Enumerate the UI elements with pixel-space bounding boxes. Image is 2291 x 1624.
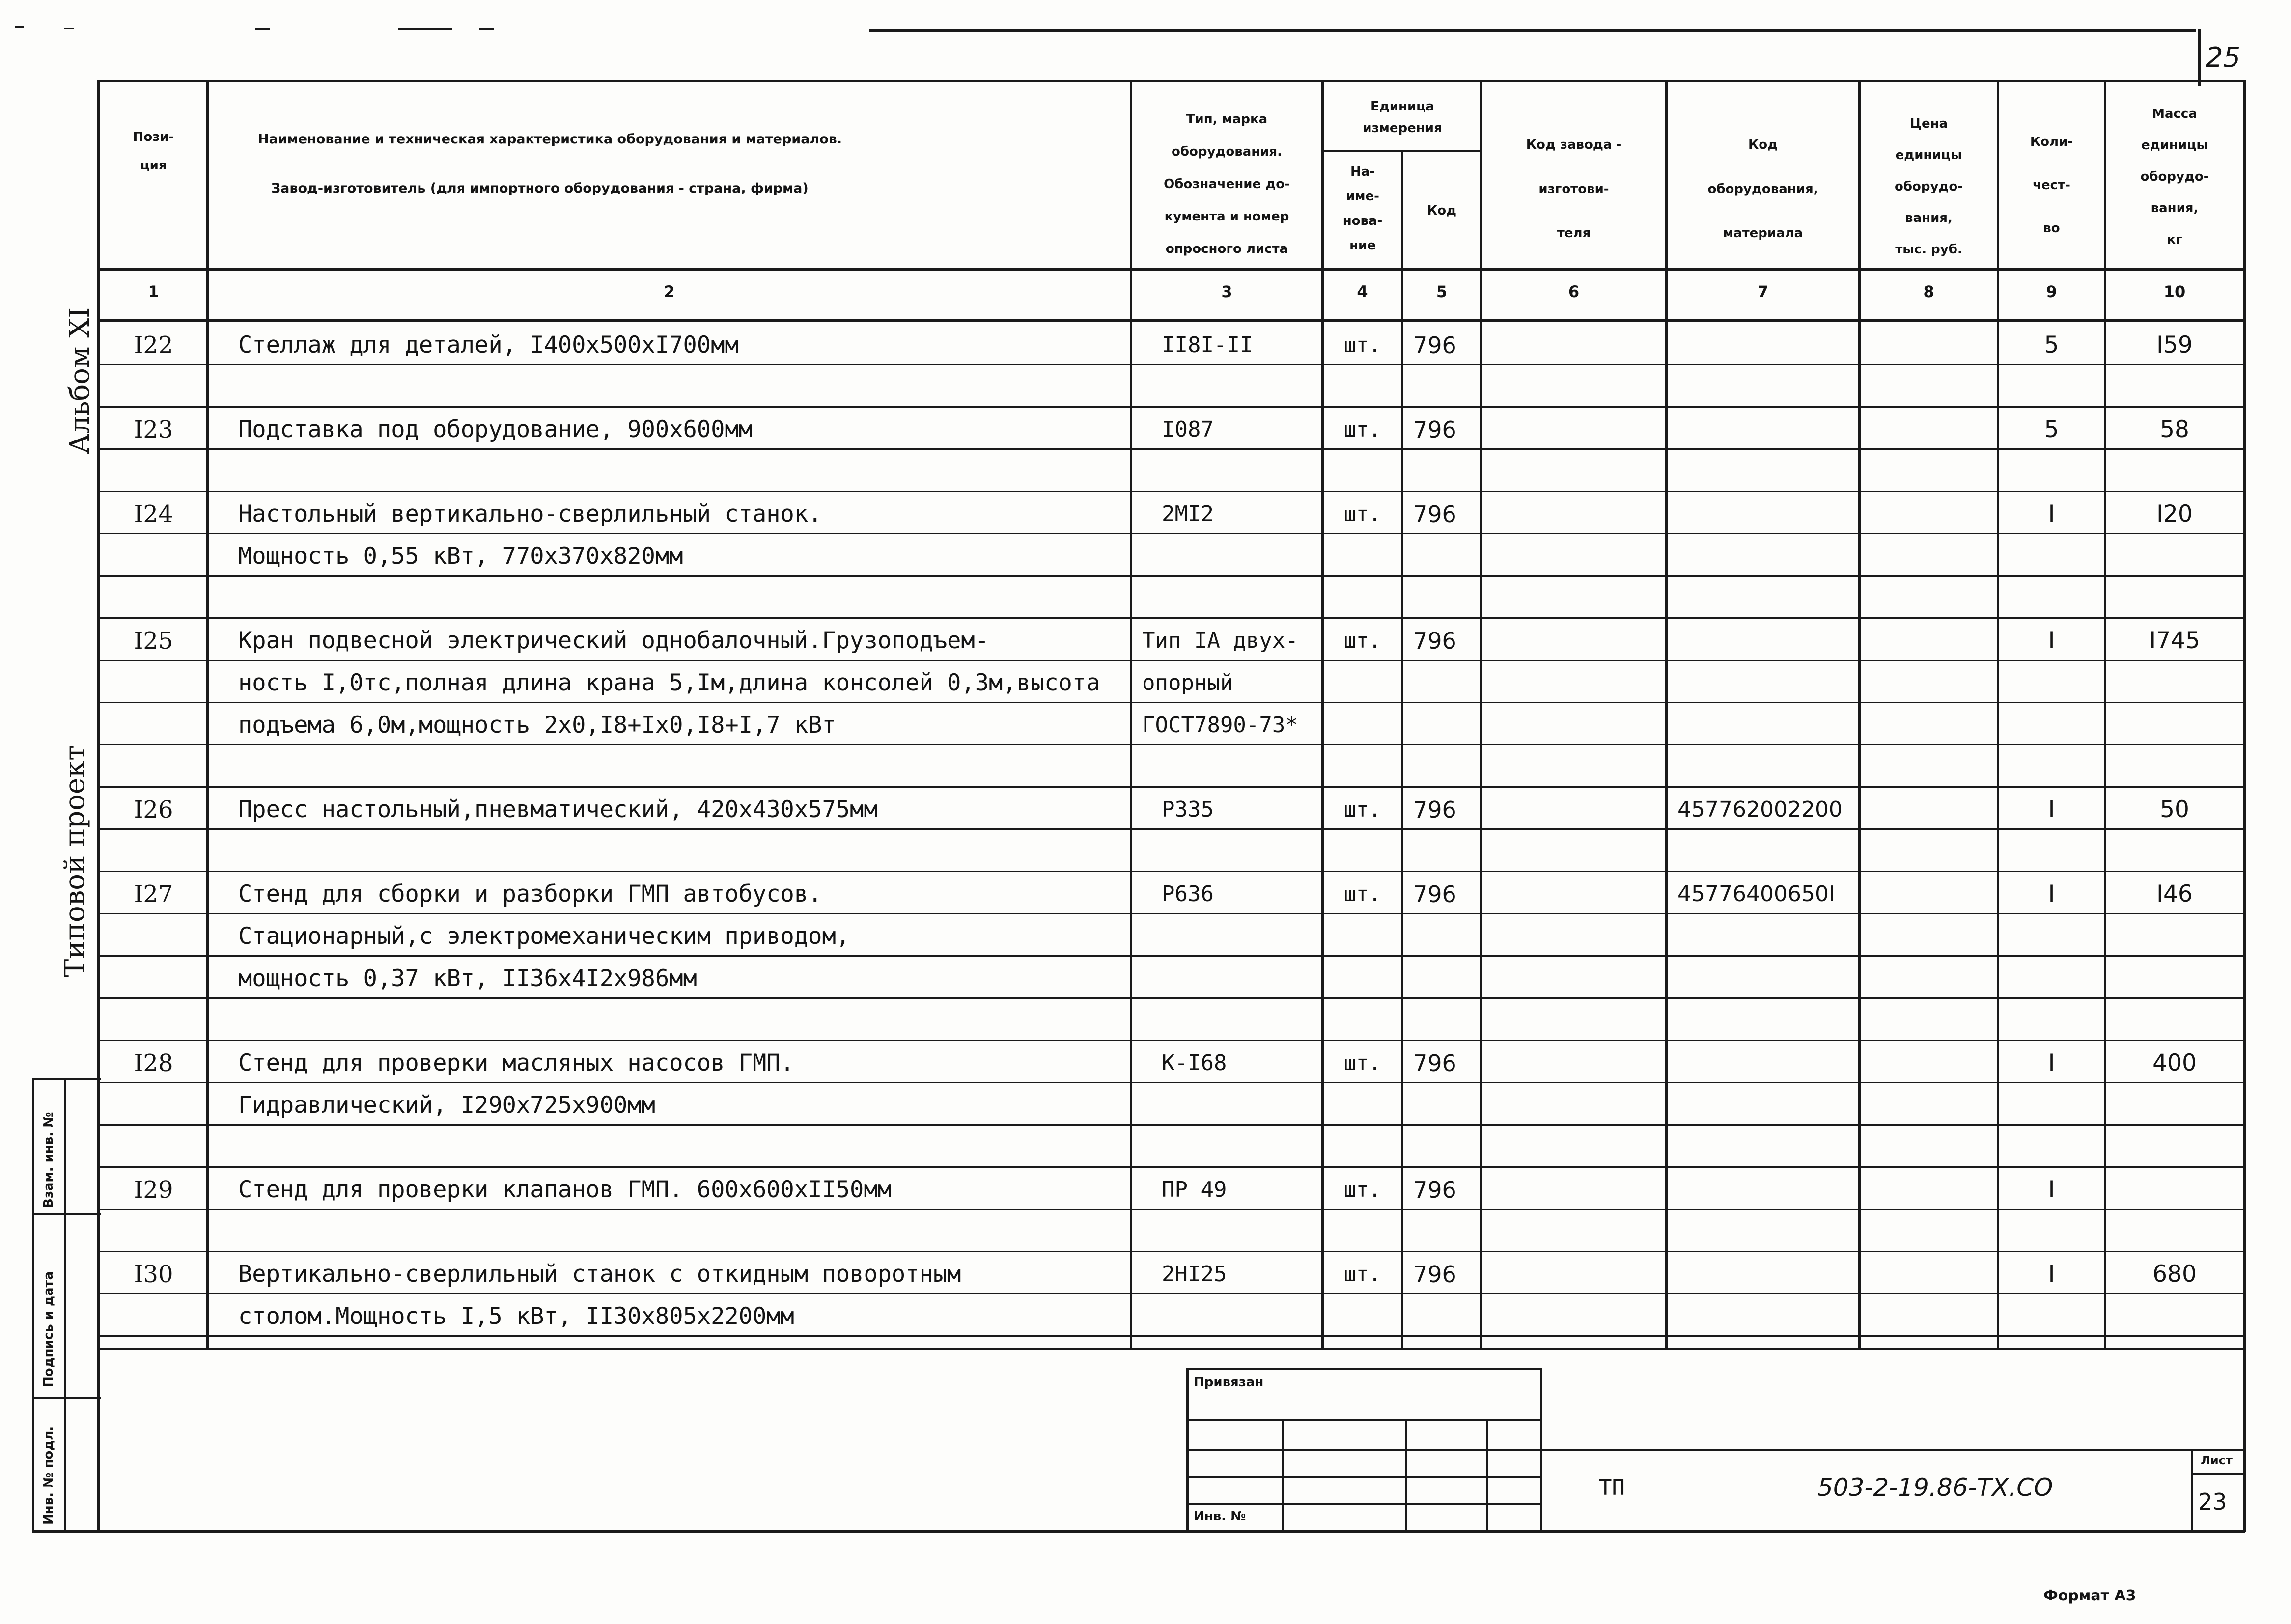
header-equipment-code: Код оборудования, материала bbox=[1707, 138, 1818, 241]
item-quantity: I bbox=[2048, 1261, 2055, 1288]
column-number: 10 bbox=[2163, 282, 2186, 301]
column-number: 4 bbox=[1357, 282, 1368, 301]
item-code: 796 bbox=[1413, 628, 1456, 654]
colnum-bottom-line bbox=[98, 319, 2245, 322]
item-mass: 400 bbox=[2152, 1049, 2197, 1076]
bound-label: Привязан bbox=[1194, 1375, 1264, 1390]
item-quantity: I bbox=[2048, 1176, 2055, 1203]
title-block-line bbox=[1486, 1419, 1488, 1532]
unit-subheader-line bbox=[1321, 150, 1481, 152]
row-line bbox=[98, 364, 2245, 365]
item-equipment-code: 45776400650I bbox=[1677, 881, 1835, 907]
item-position: I28 bbox=[134, 1049, 173, 1077]
col-line bbox=[1321, 80, 1324, 1349]
item-unit: шт. bbox=[1343, 798, 1381, 822]
item-description: Стенд для проверки клапанов ГМП. 600х600хII50мм bbox=[238, 1176, 892, 1203]
header-position: Пози- ция bbox=[133, 130, 174, 173]
row-line bbox=[98, 1293, 2245, 1294]
item-unit: шт. bbox=[1343, 1262, 1381, 1286]
item-mass: I46 bbox=[2156, 881, 2193, 908]
frame-bottom bbox=[32, 1530, 2245, 1533]
title-block-line bbox=[2191, 1473, 2245, 1475]
item-quantity: 5 bbox=[2044, 416, 2059, 443]
header-unit-name: На- име- нова- ние bbox=[1342, 165, 1383, 253]
row-line bbox=[98, 1209, 2245, 1210]
item-mass: I59 bbox=[2156, 331, 2193, 358]
title-block-line bbox=[1186, 1419, 1542, 1421]
item-unit: шт. bbox=[1343, 417, 1381, 441]
row-line bbox=[98, 997, 2245, 999]
header-mass: Масса единицы оборудо- вания, кг bbox=[2140, 107, 2209, 247]
tp-label: ТП bbox=[1599, 1475, 1625, 1500]
row-line bbox=[98, 1335, 2245, 1337]
item-position: I22 bbox=[134, 331, 173, 359]
stamp-mid bbox=[64, 1078, 66, 1532]
item-description: Пресс настольный,пневматический, 420х430х575мм bbox=[238, 796, 878, 823]
col-line bbox=[1997, 80, 1999, 1349]
header-bottom-line bbox=[98, 268, 2245, 271]
document-code: 503-2-19.86-ТХ.СО bbox=[1817, 1473, 2053, 1502]
frame-left bbox=[97, 80, 100, 1532]
col-line bbox=[2104, 80, 2106, 1349]
item-type: Р335 bbox=[1162, 797, 1214, 822]
row-line bbox=[98, 406, 2245, 408]
item-mass: 50 bbox=[2160, 796, 2189, 823]
item-quantity: I bbox=[2048, 796, 2055, 823]
item-description: мощность 0,37 кВт, II36х4I2х986мм bbox=[238, 965, 697, 992]
column-number: 6 bbox=[1568, 282, 1580, 301]
row-line bbox=[98, 1082, 2245, 1083]
item-mass: 58 bbox=[2160, 416, 2189, 443]
item-type: ПР 49 bbox=[1162, 1177, 1227, 1202]
item-type: I087 bbox=[1162, 417, 1214, 442]
item-mass: 680 bbox=[2152, 1261, 2197, 1288]
item-type: Р636 bbox=[1162, 881, 1214, 907]
row-line bbox=[98, 828, 2245, 830]
item-code: 796 bbox=[1413, 416, 1456, 443]
stamp-inv-repl: Взам. инв. № bbox=[41, 1112, 56, 1208]
item-description: Мощность 0,55 кВт, 770х370х820мм bbox=[238, 543, 683, 570]
row-line bbox=[98, 744, 2245, 745]
item-code: 796 bbox=[1413, 1177, 1456, 1203]
project-label: Типовой проект bbox=[59, 745, 91, 977]
stamp-top bbox=[32, 1078, 101, 1080]
col-line bbox=[1130, 80, 1132, 1349]
header-unit: Единица измерения bbox=[1363, 99, 1442, 136]
item-quantity: I bbox=[2048, 500, 2055, 527]
item-type: К-I68 bbox=[1162, 1050, 1227, 1075]
column-number: 3 bbox=[1221, 282, 1232, 301]
item-description: Подставка под оборудование, 900х600мм bbox=[238, 416, 753, 443]
item-description: Стенд для сборки и разборки ГМП автобусов. bbox=[238, 881, 822, 908]
header-type: Тип, марка оборудования. Обозначение до- кумента и номер опросного листа bbox=[1164, 112, 1290, 256]
item-description: Вертикально-сверлильный станок с откидным поворотным bbox=[238, 1261, 961, 1288]
row-line bbox=[98, 533, 2245, 534]
item-unit: шт. bbox=[1343, 333, 1381, 357]
item-unit: шт. bbox=[1343, 629, 1381, 653]
item-type: 2НI25 bbox=[1162, 1262, 1227, 1287]
row-line bbox=[98, 617, 2245, 619]
item-position: I25 bbox=[134, 627, 173, 655]
row-line bbox=[98, 1040, 2245, 1041]
item-type: 2МI2 bbox=[1162, 501, 1214, 526]
row-line bbox=[98, 702, 2245, 703]
top-mark bbox=[398, 28, 452, 30]
row-line bbox=[98, 786, 2245, 788]
table-bottom-line bbox=[98, 1348, 2245, 1350]
item-description: Стеллаж для деталей, I400х500хI700мм bbox=[238, 331, 739, 358]
top-mark bbox=[64, 28, 74, 29]
item-quantity: I bbox=[2048, 1049, 2055, 1076]
item-equipment-code: 457762002200 bbox=[1677, 797, 1843, 822]
inv-no-label: Инв. № bbox=[1194, 1509, 1246, 1524]
col-line bbox=[1665, 80, 1668, 1349]
title-block-line bbox=[1282, 1419, 1284, 1532]
item-code: 796 bbox=[1413, 1261, 1456, 1288]
item-code: 796 bbox=[1413, 332, 1456, 358]
column-number: 1 bbox=[148, 282, 159, 301]
header-manufacturer-code: Код завода - изготови- теля bbox=[1526, 138, 1622, 241]
header-name-sub: Завод-изготовитель (для импортного оборудования - страна, фирма) bbox=[271, 181, 809, 196]
header-quantity: Коли- чест- во bbox=[2030, 135, 2073, 236]
item-position: I26 bbox=[134, 796, 173, 824]
col-line bbox=[1858, 80, 1861, 1349]
stamp-left bbox=[32, 1078, 34, 1532]
row-line bbox=[98, 913, 2245, 914]
item-type: ГОСТ7890-73* bbox=[1142, 713, 1298, 738]
item-type: опорный bbox=[1142, 670, 1233, 695]
item-quantity: I bbox=[2048, 881, 2055, 908]
item-unit: шт. bbox=[1343, 882, 1381, 906]
header-price: Цена единицы оборудо- вания, тыс. руб. bbox=[1894, 116, 1963, 257]
item-code: 796 bbox=[1413, 797, 1456, 823]
row-line bbox=[98, 1166, 2245, 1168]
sheet-label: Лист bbox=[2201, 1454, 2233, 1467]
title-block-line bbox=[1405, 1419, 1407, 1532]
item-position: I27 bbox=[134, 881, 173, 908]
item-description: Стационарный,с электромеханическим приводом, bbox=[238, 923, 850, 950]
item-quantity: I bbox=[2048, 627, 2055, 654]
page-number-box bbox=[2198, 29, 2201, 86]
item-description: подъема 6,0м,мощность 2х0,I8+Iх0,I8+I,7 кВт bbox=[238, 712, 836, 739]
item-position: I24 bbox=[134, 500, 173, 528]
top-mark bbox=[479, 28, 494, 30]
top-mark bbox=[15, 26, 24, 28]
item-description: ность I,0тс,полная длина крана 5,Iм,длина консолей 0,3м,высота bbox=[238, 669, 1100, 696]
stamp-line bbox=[32, 1213, 101, 1215]
item-unit: шт. bbox=[1343, 1051, 1381, 1075]
row-line bbox=[98, 871, 2245, 872]
item-description: Стенд для проверки масляных насосов ГМП. bbox=[238, 1049, 794, 1076]
title-block-line bbox=[1186, 1368, 1542, 1370]
column-number: 2 bbox=[664, 282, 675, 301]
column-number: 5 bbox=[1436, 282, 1448, 301]
row-line bbox=[98, 1251, 2245, 1252]
header-unit-code: Код bbox=[1426, 203, 1457, 218]
top-mark bbox=[255, 28, 270, 30]
row-line bbox=[98, 491, 2245, 492]
item-description: Кран подвесной электрический однобалочный.Грузоподъем- bbox=[238, 627, 989, 654]
item-code: 796 bbox=[1413, 501, 1456, 527]
item-position: I29 bbox=[134, 1176, 173, 1204]
item-position: I23 bbox=[134, 416, 173, 443]
title-block-line bbox=[1186, 1503, 1542, 1505]
stamp-line bbox=[32, 1397, 101, 1399]
row-line bbox=[98, 955, 2245, 957]
top-rule bbox=[869, 29, 2196, 32]
sheet-number: 23 bbox=[2198, 1488, 2227, 1515]
row-line bbox=[98, 1124, 2245, 1126]
item-type: II8I-II bbox=[1162, 332, 1253, 358]
header-name: Наименование и техническая характеристика оборудования и материалов. bbox=[258, 132, 842, 147]
item-type: Тип IА двух- bbox=[1142, 628, 1298, 653]
stamp-sign-date: Подпись и дата bbox=[41, 1271, 56, 1387]
title-block-line bbox=[1186, 1476, 1542, 1478]
col-line bbox=[206, 80, 209, 1349]
item-code: 796 bbox=[1413, 881, 1456, 908]
row-line bbox=[98, 575, 2245, 577]
item-description: Гидравлический, I290х725х900мм bbox=[238, 1092, 655, 1119]
page-number: 25 bbox=[2206, 42, 2241, 74]
item-code: 796 bbox=[1413, 1050, 1456, 1076]
col-line bbox=[1401, 150, 1403, 1349]
item-position: I30 bbox=[134, 1261, 173, 1288]
title-block-line bbox=[1186, 1449, 2245, 1451]
item-quantity: 5 bbox=[2044, 331, 2059, 358]
item-unit: шт. bbox=[1343, 502, 1381, 526]
column-number: 8 bbox=[1923, 282, 1934, 301]
item-mass: I745 bbox=[2149, 627, 2200, 654]
frame-right bbox=[2243, 80, 2246, 1532]
row-line bbox=[98, 660, 2245, 661]
column-number: 7 bbox=[1757, 282, 1769, 301]
frame-top bbox=[98, 80, 2245, 82]
stamp-inv-orig: Инв. № подл. bbox=[41, 1426, 56, 1525]
row-line bbox=[98, 448, 2245, 450]
format-label: Формат А3 bbox=[2043, 1587, 2136, 1604]
col-line bbox=[1480, 80, 1482, 1349]
item-description: Настольный вертикально-сверлильный станок. bbox=[238, 500, 822, 527]
item-description: столом.Мощность I,5 кВт, II30х805х2200мм bbox=[238, 1303, 794, 1330]
title-block-line bbox=[2191, 1449, 2193, 1532]
album-label: Альбом XI bbox=[64, 307, 96, 454]
column-number: 9 bbox=[2046, 282, 2057, 301]
item-unit: шт. bbox=[1343, 1178, 1381, 1202]
item-mass: I20 bbox=[2156, 500, 2193, 527]
